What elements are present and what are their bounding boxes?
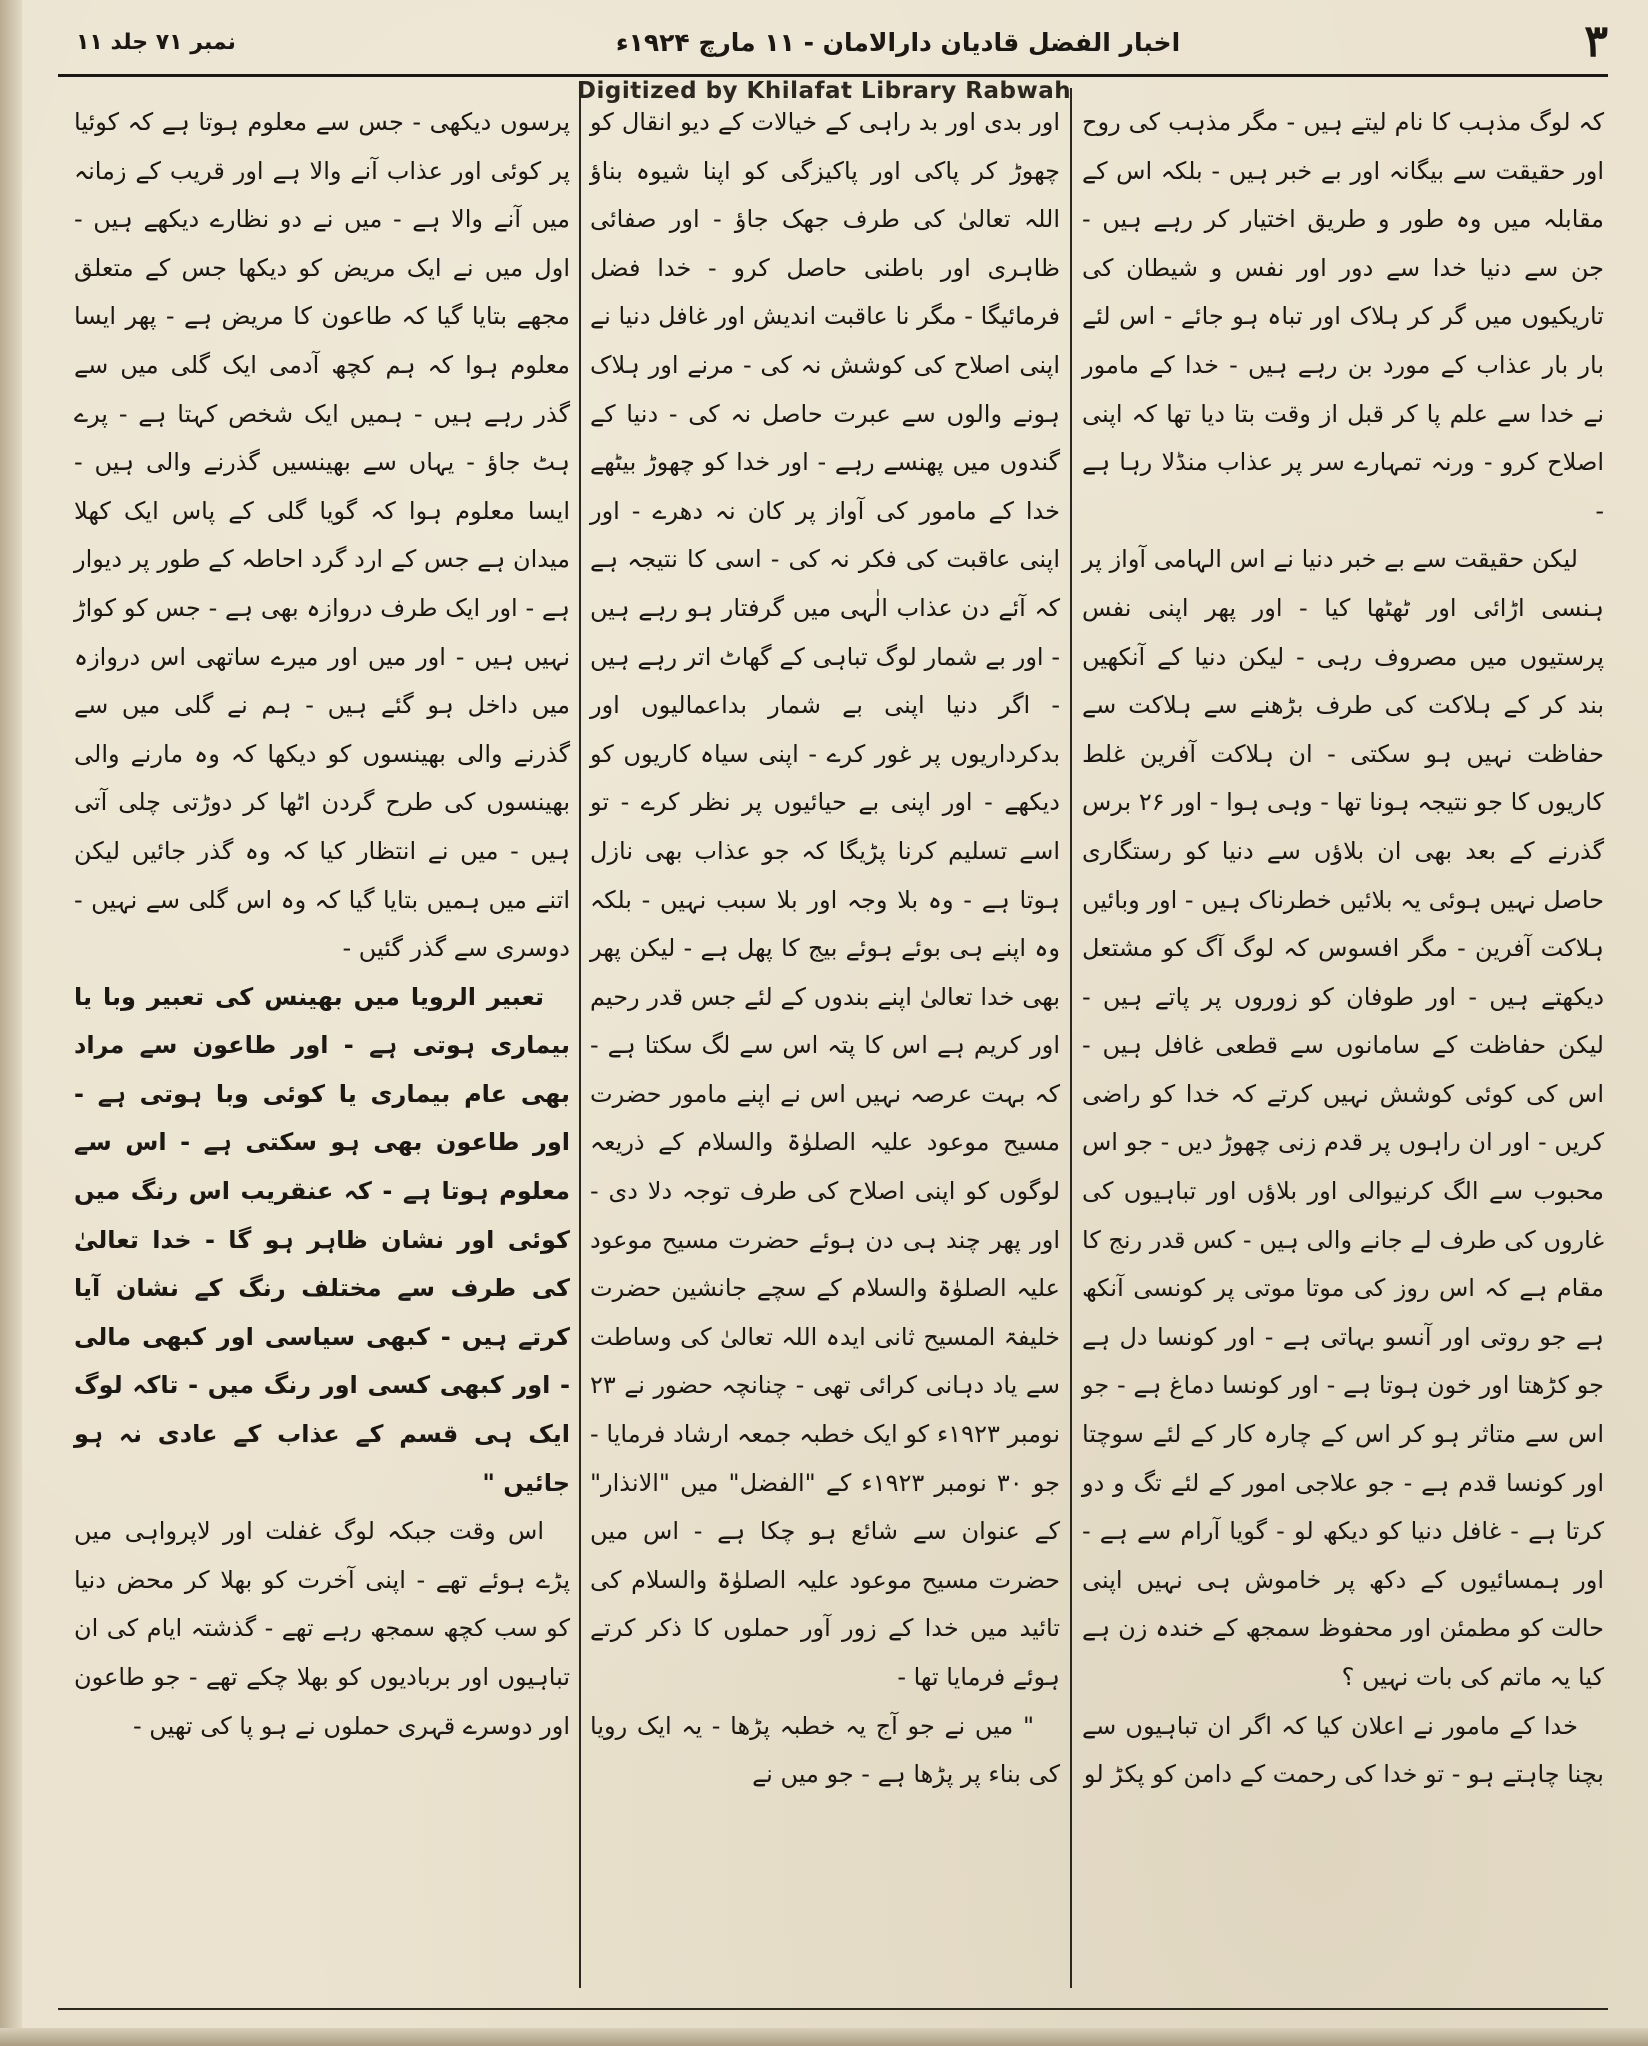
column-right <box>1082 98 1604 1998</box>
paragraph: خدا کے مامور نے اعلان کیا کہ اگر ان تباہیوں سے بچنا چاہتے ہو - تو خدا کی رحمت کے دامن کو پکڑ لو <box>1082 1711 1604 1789</box>
issue-number: نمبر ۷۱ جلد ۱۱ <box>76 30 236 55</box>
page-bottom-edge <box>0 2028 1648 2046</box>
footer-rule <box>58 2008 1608 2010</box>
page-number: ۳ <box>1584 16 1608 67</box>
paragraph: اس وقت جبکہ لوگ غفلت اور لاپرواہی میں پڑے ہوئے تھے - اپنی آخرت کو بھلا کر محض دنیا کو سب کچھ سمجھ رہے تھے - گذشتہ ایام کی ان تباہیوں اور بربادیوں کو بھلا چکے تھے - جو طاعون اور دوسرے قہری حملوں نے ہو پا کی تھیں - <box>74 1517 570 1740</box>
page-header <box>58 16 1608 70</box>
column-middle <box>590 98 1060 1998</box>
paragraph: کہ لوگ مذہب کا نام لیتے ہیں - مگر مذہب کی روح اور حقیقت سے بیگانہ اور بے خبر ہیں - بلکہ اس کے مقابلہ میں وہ طور و طریق اختیار کر رہے ہیں - جن سے دنیا خدا سے دور اور نفس و شیطان کی تاریکیوں میں گر کر ہلاک اور تباہ ہو جائے - اس لئے بار بار عذاب کے مورد بن رہے ہیں - خدا کے مامور نے خدا سے علم پا کر قبل از وقت بتا دیا تھا کہ اپنی اصلاح کرو - ورنہ تمہارے سر پر عذاب منڈلا رہا ہے - <box>1082 108 1604 525</box>
digitization-watermark: Digitized by Khilafat Library Rabwah <box>576 78 1072 104</box>
paragraph: اور بدی اور بد راہی کے خیالات کے دیو انقال کو چھوڑ کر پاکی اور پاکیزگی کو اپنا شیوہ بناؤ اللہ تعالیٰ کی طرف جھک جاؤ - اور صفائی ظاہری اور باطنی حاصل کرو - خدا فضل فرمائیگا - مگر نا عاقبت اندیش اور غافل دنیا نے اپنی اصلاح کی کوشش نہ کی - مرنے اور ہلاک ہونے والوں سے عبرت حاصل نہ کی - دنیا کے گندوں میں پھنسے رہے - اور خدا کو چھوڑ بیٹھے خدا کے مامور کی آواز پر کان نہ دھرے - اور اپنی عاقبت کی فکر نہ کی - اسی کا نتیجہ ہے کہ آئے دن عذاب الٰہی میں گرفتار ہو رہے ہیں - اور بے شمار لوگ تباہی کے گھاٹ اتر رہے ہیں - اگر دنیا اپنی بے شمار بداعمالیوں اور بدکرداریوں پر غور کرے - اپنی سیاہ کاریوں کو دیکھے - اور اپنی بے حیائیوں پر نظر کرے - تو اسے تسلیم کرنا پڑیگا کہ جو عذاب بھی نازل ہوتا ہے - وہ بلا وجہ اور بلا سبب نہیں - بلکہ وہ اپنے ہی بوئے ہوئے بیج کا پھل ہے - لیکن پھر بھی خدا تعالیٰ اپنے بندوں کے لئے جس قدر رحیم اور کریم ہے اس کا پتہ اس سے لگ سکتا ہے - کہ بہت عرصہ نہیں اس نے اپنے مامور حضرت مسیح موعود علیہ الصلوٰۃ والسلام کے ذریعہ لوگوں کو اپنی اصلاح کی طرف توجہ دلا دی - اور پھر چند ہی دن ہوئے حضرت مسیح موعود علیہ الصلوٰۃ والسلام کے سچے جانشین حضرت خلیفۃ المسیح ثانی ایدہ اللہ تعالیٰ کی وساطت سے یاد دہانی کرائی تھی - چنانچہ حضور نے ۲۳ نومبر ۱۹۲۳ء کو ایک خطبہ جمعہ ارشاد فرمایا - جو ۳۰ نومبر ۱۹۲۳ء کے "الفضل" میں "الانذار" کے عنوان سے شائع ہو چکا ہے - اس میں حضرت مسیح موعود علیہ الصلوٰۃ والسلام کی تائید میں خدا کے زور آور حملوں کا ذکر کرتے ہوئے فرمایا تھا - <box>590 108 1061 1691</box>
paragraph: پرسوں دیکھی - جس سے معلوم ہوتا ہے کہ کوئیا پر کوئی اور عذاب آنے والا ہے اور قریب کے زمانہ میں آنے والا ہے - میں نے دو نظارے دیکھے ہیں - اول میں نے ایک مریض کو دیکھا جس کے متعلق مجھے بتایا گیا کہ طاعون کا مریض ہے - پھر ایسا معلوم ہوا کہ ہم کچھ آدمی ایک گلی میں سے گذر رہے ہیں - ہمیں ایک شخص کہتا ہے - پرے ہٹ جاؤ - یہاں سے بھینسیں گذرنے والی ہیں - ایسا معلوم ہوا کہ گویا گلی کے پاس ایک کھلا میدان ہے جس کے ارد گرد احاطہ کے طور پر دیوار ہے - اور ایک طرف دروازہ بھی ہے - جس کو کواڑ نہیں ہیں - اور میں اور میرے ساتھی اس دروازہ میں داخل ہو گئے ہیں - ہم نے گلی میں سے گذرنے والی بھینسوں کو دیکھا کہ وہ مارنے والی بھینسوں کی طرح گردن اٹھا کر دوڑتی چلی آتی ہیں - میں نے انتظار کیا کہ وہ گذر جائیں لیکن اتنے میں ہمیں بتایا گیا کہ وہ اس گلی سے نہیں - دوسری سے گذر گئیں - <box>74 108 570 963</box>
header-rule <box>58 74 1608 77</box>
paragraph: تعبیر الرویا میں بھینس کی تعبیر وبا یا بیماری ہوتی ہے - اور طاعون سے مراد بھی عام بیماری یا کوئی وبا ہوتی ہے - اور طاعون بھی ہو سکتی ہے - اس سے معلوم ہوتا ہے - کہ عنقریب اس رنگ میں کوئی اور نشان ظاہر ہو گا - خدا تعالیٰ کی طرف سے مختلف رنگ کے نشان آیا کرتے ہیں - کبھی سیاسی اور کبھی مالی - اور کبھی کسی اور رنگ میں - تاکہ لوگ ایک ہی قسم کے عذاب کے عادی نہ ہو جائیں " <box>74 982 570 1497</box>
column-divider <box>579 88 581 1988</box>
column-divider <box>1070 88 1072 1988</box>
newspaper-title: اخبار الفضل قادیان دارالامان - ۱۱ مارچ ۱۹۲۴ء <box>615 28 1181 57</box>
quote-paragraph: " میں نے جو آج یہ خطبہ پڑھا - یہ ایک رویا کی بناء پر پڑھا ہے - جو میں نے <box>590 1711 1060 1789</box>
page-left-edge <box>0 0 22 2046</box>
column-left <box>74 98 570 1998</box>
paragraph: لیکن حقیقت سے بے خبر دنیا نے اس الہامی آواز پر ہنسی اڑائی اور ٹھٹھا کیا - اور پھر اپنی نفس پرستیوں میں مصروف رہی - لیکن دنیا کے آنکھیں بند کر کے ہلاکت کی طرف بڑھنے سے ہلاکت سے حفاظت نہیں ہو سکتی - ان ہلاکت آفرین غلط کاریوں کا جو نتیجہ ہونا تھا - وہی ہوا - اور ۲۶ برس گذرنے کے بعد بھی ان بلاؤں سے دنیا کو رستگاری حاصل نہیں ہوئی یہ بلائیں خطرناک ہیں - اور وبائیں ہلاکت آفرین - مگر افسوس کہ لوگ آگ کو مشتعل دیکھتے ہیں - اور طوفان کو زوروں پر پاتے ہیں - لیکن حفاظت کے سامانوں سے قطعی غافل ہیں - اس کی کوئی کوشش نہیں کرتے کہ خدا کو راضی کریں - اور ان راہوں پر قدم زنی چھوڑ دیں - جو اس محبوب سے الگ کرنیوالی اور بلاؤں اور تباہیوں کی غاروں کی طرف لے جانے والی ہیں - کس قدر رنج کا مقام ہے کہ اس روز کی موتا موتی پر کونسی آنکھ ہے جو روتی اور آنسو بہاتی ہے - اور کونسا دل ہے جو کڑھتا اور خون ہوتا ہے - اور کونسا دماغ ہے - جو اس سے متاثر ہو کر اس کے چارہ کار کے لئے سوچتا اور کونسا قدم ہے - جو علاجی امور کے لئے تگ و دو کرتا ہے - غافل دنیا کو دیکھ لو - گویا آرام سے ہے - اور ہمسائیوں کے دکھ پر خاموش ہی نہیں اپنی حالت کو مطمئن اور محفوظ سمجھ کے خندہ زن ہے کیا یہ ماتم کی بات نہیں ؟ <box>1082 545 1604 1691</box>
